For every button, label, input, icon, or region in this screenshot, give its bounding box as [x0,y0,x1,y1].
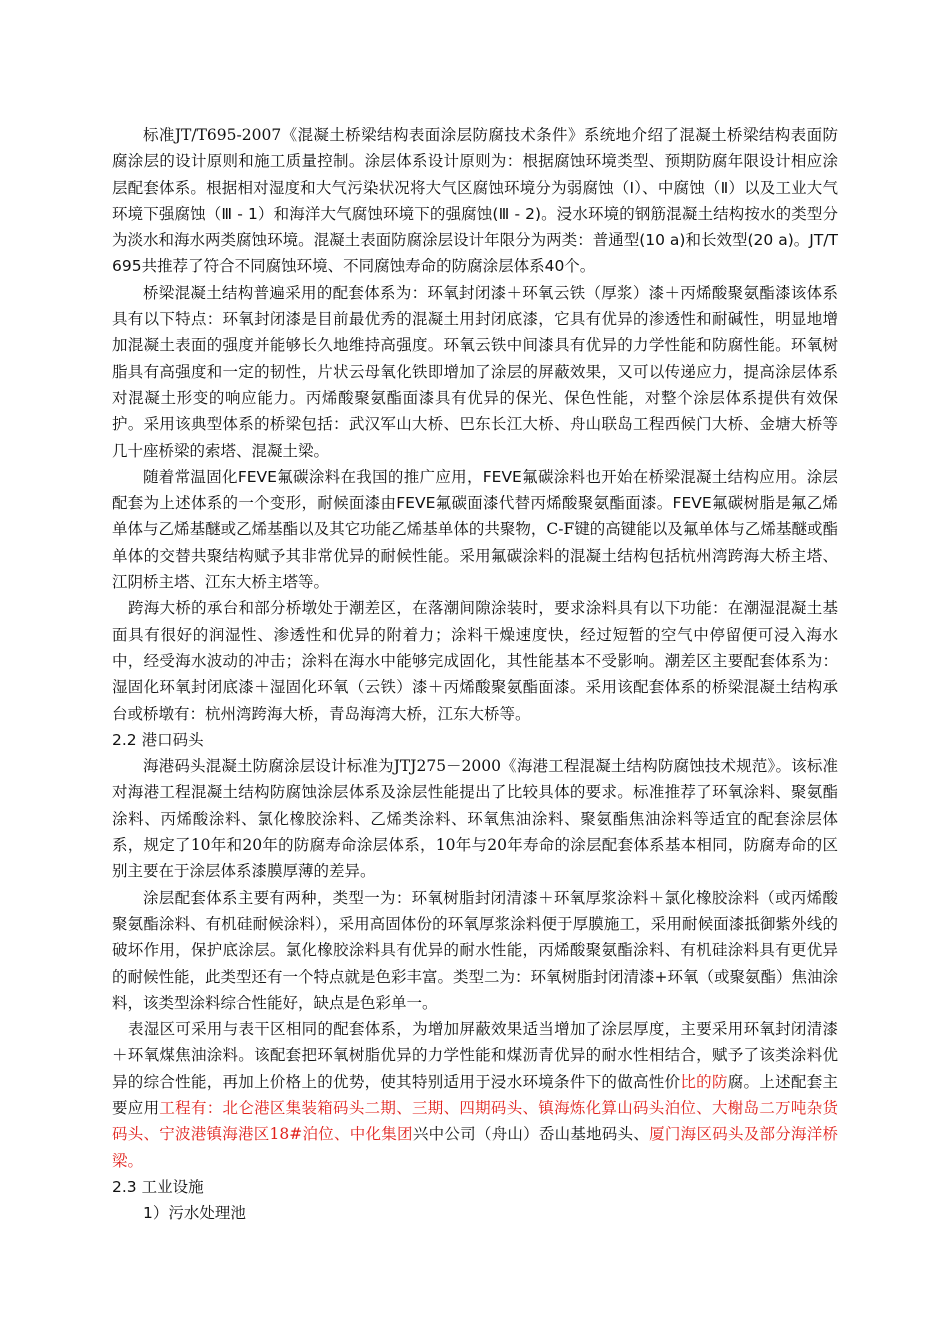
paragraph-feve [112,464,838,595]
paragraph-text: 标准JT/T695-2007《混凝土桥梁结构表面涂层防腐技术条件》系统地介绍了混凝土桥梁结构表面防腐涂层的设计原则和施工质量控制。涂层体系 [112,126,838,171]
paragraph-text: 随着常温固化FEVE氟碳涂料在我国的推广应用，FEVE氟碳涂料也开始在桥梁混凝土结构应用。涂层配套为上述体系的一个变形，耐候面漆由FEVE氟碳面漆代替丙烯酸聚氨酯面漆。FEVE [112,467,838,513]
paragraph-text: 表湿区可采用与表干区相同的配套体系，为增加屏蔽效果适当增加了涂层厚度，主要采用环氧封闭清漆＋环氧煤焦油涂料。该配套把环氧树脂优异的力学性能和煤沥青优异的耐水性相结合，赋予了该类涂料优异的综合性能，再加上价格上的优势，使其特别适用于浸水环境条件下的做高性价 [112,1020,838,1091]
paragraph-text: 兴中公司（舟山）岙山基地码头、 [412,1125,650,1144]
document-body [112,122,838,1226]
paragraph-harbor-standard: 海港码头混凝土防腐涂层设计标准为JTJ275－2000《海港工程混凝土结构防腐蚀技术规范》。该标准对海港工程混凝土结构防腐蚀涂层体系及涂层性能提出了比较具体的要求。标准推荐了环氧涂料、聚氨酯涂料、丙烯酸涂料、氯化橡胶涂料、乙烯类涂料、环氧焦油涂料、聚氨酯焦油涂料等适宜的配套涂层体系，规定了10年和20年的防腐寿命涂层体系，10年与20年寿命的涂层配套体系基本相同，防腐寿命的区别主要在于涂层体系漆膜厚薄的差异。 [112,757,838,881]
paragraph-wet-zone [112,1016,838,1174]
paragraph-text: 氟碳树脂是氟乙烯单体与乙烯基醚或乙烯基酯以及其它功能乙烯基单体的共聚物，C-F键的高键能以及氟单体与乙烯基醚或酯单体的交替共聚结构赋予其非常优异的耐候性能。采用氟碳涂料的混凝土结构包括杭州湾跨海大桥主塔、江阴桥主塔、江东大桥主塔等。 [112,494,838,592]
section-heading-2-2: 2.2 港口码头 [112,730,204,749]
section-heading-2-3: 2.3 工业设施 [112,1177,204,1196]
highlighted-text: 工程有：北仑港区集装箱码头二期、三期、四期码头、镇海炼化算山码头泊位、大榭岛二万吨杂货码头、宁波港镇海港区18#泊位、中化集团 [112,1098,838,1144]
paragraph-text: 腐。上述配套主要应用 [112,1072,838,1117]
subsection-heading: 1）污水处理池 [143,1204,246,1223]
paragraph-text: 设计原则为：根据腐蚀环境类型、预期防腐年限设计相应涂层配套体系。根据相对湿度和大气污染状况将大气区腐蚀环境分为弱腐蚀（Ⅰ）、中腐蚀（Ⅱ）以及工业大气环境下强腐蚀（Ⅲ - 1）和海洋大气腐蚀环境下的强腐蚀(Ⅲ - 2)。浸水环境的钢筋混凝土结构按水的类型分为淡水和海水两类腐蚀环境。混凝土表面防腐涂层设计年限分为两类：普通型(10 a)和长效型(20 a)。JT/T 695共推荐了符合不同腐蚀环境、不同腐蚀寿命的防腐涂层体系40个。 [112,152,838,276]
highlighted-text: 比的防 [680,1072,728,1091]
paragraph-tidal-zone: 跨海大桥的承台和部分桥墩处于潮差区，在落潮间隙涂装时，要求涂料具有以下功能：在潮湿混凝土基面具有很好的润湿性、渗透性和优异的附着力；涂料干燥速度快，经过短暂的空气中停留便可浸入海水中，经受海水波动的冲击；涂料在海水中能够完成固化，其性能基本不受影响。潮差区主要配套体系为：湿固化环氧封闭底漆＋湿固化环氧（云铁）漆＋丙烯酸聚氨酯面漆。采用该配套体系的桥梁混凝土结构承台或桥墩有：杭州湾跨海大桥，青岛海湾大桥，江东大桥等。 [112,599,838,723]
paragraph-bridge-system: 桥梁混凝土结构普遍采用的配套体系为：环氧封闭漆＋环氧云铁（厚浆）漆＋丙烯酸聚氨酯漆该体系具有以下特点：环氧封闭漆是目前最优秀的混凝土用封闭底漆，它具有优异的渗透性和耐碱性，明显地增加混凝土表面的强度并能够长久地维持高强度。环氧云铁中间漆具有优异的力学性能和防腐性能。环氧树脂具有高强度和一定的韧性，片状云母氧化铁即增加了涂层的屏蔽效果，又可以传递应力，提高涂层体系对混凝土形变的响应能力。丙烯酸聚氨酯面漆具有优异的保光、保色性能，对整个涂层体系提供有效保护。采用该典型体系的桥梁包括：武汉军山大桥、巴东长江大桥、舟山联岛工程西候门大桥、金塘大桥等几十座桥梁的索塔、混凝土梁。 [112,283,838,460]
highlighted-text: 厦门海区码头及部分海洋桥梁。 [112,1125,838,1170]
paragraph-coating-types: 涂层配套体系主要有两种，类型一为：环氧树脂封闭清漆＋环氧厚浆涂料＋氯化橡胶涂料（或丙烯酸聚氨酯涂料、有机硅耐候涂料），采用高固体份的环氧厚浆涂料便于厚膜施工，采用耐候面漆抵御紫外线的破坏作用，保护底涂层。氯化橡胶涂料具有优异的耐水性能，丙烯酸聚氨酯涂料、有机硅涂料具有更优异的耐候性能，此类型还有一个特点就是色彩丰富。类型二为：环氧树脂封闭清漆+环氧（或聚氨酯）焦油涂料，该类型涂料综合性能好，缺点是色彩单一。 [112,888,838,1012]
paragraph-standard-intro [112,122,838,280]
